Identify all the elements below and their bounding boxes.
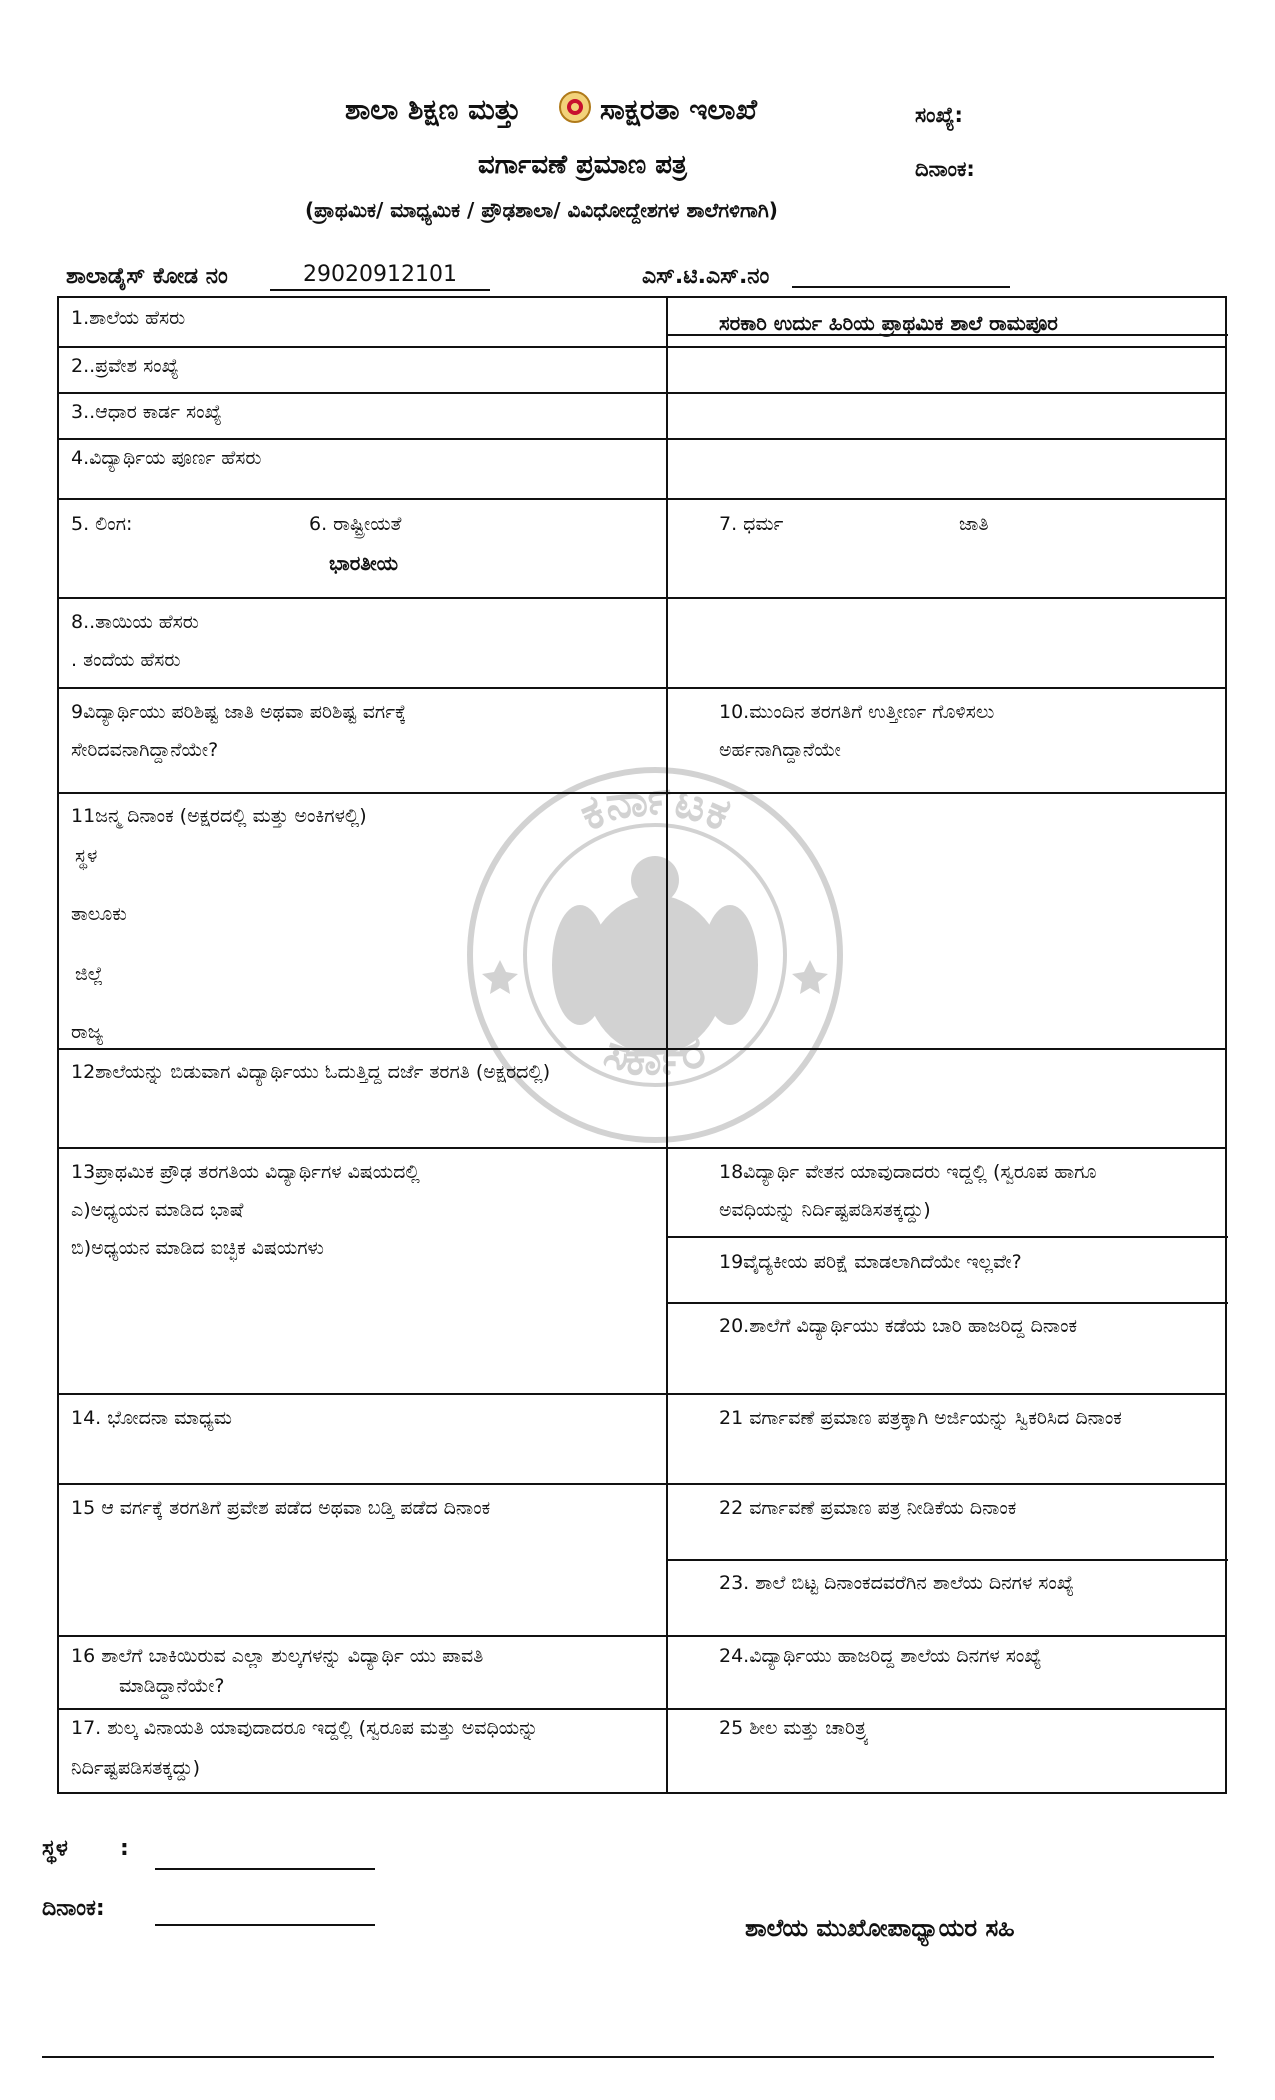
row-rule	[668, 1559, 1228, 1561]
row-rule	[59, 1393, 1225, 1395]
school-type-note: (ಪ್ರಾಥಮಿಕ/ ಮಾಧ್ಯಮಿಕ / ಪ್ರೌಢಶಾಲಾ/ ವಿವಿಧೋದ್ದೇಶಗಳ ಶಾಲೆಗಳಿಗಾಗಿ)	[305, 198, 778, 222]
field-20-last-attended-label: 20.ಶಾಲೆಗೆ ವಿದ್ಯಾರ್ಥಿಯು ಕಡೆಯ ಬಾರಿ ಹಾಜರಿದ್ದ ದಿನಾಂಕ	[719, 1315, 1078, 1337]
certificate-date-label: ದಿನಾಂಕ:	[915, 157, 975, 181]
row-rule	[59, 1147, 1225, 1149]
field-11-taluk-label: ತಾಲೂಕು	[71, 903, 127, 925]
transfer-certificate-form	[57, 296, 1227, 1794]
field-18-scholarship-label-line2: ಅವಧಿಯನ್ನು ನಿರ್ದಿಷ್ಟಪಡಿಸತಕ್ಕದ್ದು)	[719, 1199, 931, 1221]
field-8-mother-name-label: 8..ತಾಯಿಯ ಹೆಸರು	[71, 611, 199, 633]
footer-date-label: ದಿನಾಂಕ:	[42, 1896, 105, 1921]
field-21-application-date-label: 21 ವರ್ಗಾವಣೆ ಪ್ರಮಾಣ ಪತ್ರಕ್ಕಾಗಿ ಅರ್ಜಿಯನ್ನು ಸ್ವಿಕರಿಸಿದ ದಿನಾಂಕ	[719, 1407, 1122, 1429]
field-10-promotion-label-line2: ಅರ್ಹನಾಗಿದ್ದಾನೆಯೇ	[719, 739, 841, 761]
certificate-number-label: ಸಂಖ್ಯೆ:	[915, 103, 963, 127]
field-25-conduct-label: 25 ಶೀಲ ಮತ್ತು ಚಾರಿತ್ರ್ಯ	[719, 1717, 870, 1739]
field-7-religion-label: 7. ಧರ್ಮ	[719, 513, 784, 535]
row-rule	[59, 498, 1225, 500]
field-14-medium-label: 14. ಭೋದನಾ ಮಾಧ್ಯಮ	[71, 1407, 232, 1429]
headmaster-signature-label: ಶಾಲೆಯ ಮುಖೋಪಾಧ್ಯಾಯರ ಸಹಿ	[745, 1914, 1015, 1942]
field-9-sc-st-label-line2: ಸೇರಿದವನಾಗಿದ್ದಾನೆಯೇ?	[71, 739, 219, 761]
bottom-rule	[42, 2056, 1214, 2058]
school-code-label: ಶಾಲಾಡೈಸ್ ಕೋಡ ನಂ	[66, 264, 228, 289]
row-rule	[59, 1635, 1225, 1637]
field-23-school-days-label: 23. ಶಾಲೆ ಬಿಟ್ಟ ದಿನಾಂಕದವರೆಗಿನ ಶಾಲೆಯ ದಿನಗಳ ಸಂಖ್ಯೆ	[719, 1572, 1075, 1594]
row-rule	[59, 1048, 1225, 1050]
field-16-fees-label-line1: 16 ಶಾಲೆಗೆ ಬಾಕಿಯಿರುವ ಎಲ್ಲಾ ಶುಲ್ಕಗಳನ್ನು ವಿದ್ಯಾರ್ಥಿ ಯು ಪಾವತಿ	[71, 1645, 484, 1667]
sts-number-line	[792, 286, 1010, 288]
field-13-subjects-label: 13ಪ್ರಾಥಮಿಕ ಪ್ರೌಢ ತರಗತಿಯ ವಿದ್ಯಾರ್ಥಿಗಳ ವಿಷಯದಲ್ಲಿ	[71, 1161, 420, 1183]
field-11-state-label: ರಾಜ್ಯ	[71, 1021, 104, 1043]
field-19-medical-exam-label: 19ವೈದ್ಯಕೀಯ ಪರಿಕ್ಷೆ ಮಾಡಲಾಗಿದೆಯೇ ಇಲ್ಲವೇ?	[719, 1251, 1022, 1273]
field-10-promotion-label-line1: 10.ಮುಂದಿನ ತರಗತಿಗೆ ಉತ್ತೀರ್ಣ ಗೊಳಿಸಲು	[719, 701, 995, 723]
column-divider	[666, 298, 668, 1792]
footer-place-colon: :	[120, 1836, 129, 1861]
field-9-sc-st-label-line1: 9ವಿದ್ಯಾರ್ಥಿಯು ಪರಿಶಿಷ್ಟ ಜಾತಿ ಅಥವಾ ಪರಿಶಿಷ್ಟ ವರ್ಗಕ್ಕೆ	[71, 701, 407, 723]
field-13-language-label: ಎ)ಅಧ್ಯಯನ ಮಾಡಿದ ಭಾಷೆ	[71, 1199, 244, 1221]
department-title-right: ಸಾಕ್ಷರತಾ ಇಲಾಖೆ	[600, 93, 757, 126]
svg-text:ಸರ್ಕಾರ: ಸರ್ಕಾರ	[598, 1022, 712, 1086]
footer-place-line	[155, 1868, 375, 1870]
row-rule	[59, 597, 1225, 599]
field-2-admission-number-label: 2..ಪ್ರವೇಶ ಸಂಖ್ಯೆ	[71, 355, 179, 377]
field-24-attended-days-label: 24.ವಿದ್ಯಾರ್ಥಿಯು ಹಾಜರಿದ್ದ ಶಾಲೆಯ ದಿನಗಳ ಸಂಖ್ಯೆ	[719, 1645, 1042, 1667]
certificate-title: ವರ್ಗಾವಣೆ ಪ್ರಮಾಣ ಪತ್ರ	[478, 150, 687, 180]
field-15-admission-date-label: 15 ಆ ವರ್ಗಕ್ಕೆ ತರಗತಿಗೆ ಪ್ರವೇಶ ಪಡೆದ ಅಥವಾ ಬಡ್ತಿ ಪಡೆದ ದಿನಾಂಕ	[71, 1497, 491, 1519]
field-17-fee-concession-label-line1: 17. ಶುಲ್ಕ ವಿನಾಯತಿ ಯಾವುದಾದರೂ ಇದ್ದಲ್ಲಿ (ಸ್ವರೂಪ ಮತ್ತು ಅವಧಿಯನ್ನು	[71, 1717, 539, 1739]
row-rule	[59, 792, 1225, 794]
footer-date-line	[155, 1924, 375, 1926]
field-22-issue-date-label: 22 ವರ್ಗಾವಣೆ ಪ್ರಮಾಣ ಪತ್ರ ನೀಡಿಕೆಯ ದಿನಾಂಕ	[719, 1497, 1017, 1519]
field-4-student-name-label: 4.ವಿದ್ಯಾರ್ಥಿಯ ಪೂರ್ಣ ಹೆಸರು	[71, 447, 262, 469]
field-1-school-name-label: 1.ಶಾಲೆಯ ಹೆಸರು	[71, 307, 186, 329]
field-1-school-name-value: ಸರಕಾರಿ ಉರ್ದು ಹಿರಿಯ ಪ್ರಾಥಮಿಕ ಶಾಲೆ ರಾಮಪೂರ	[719, 311, 1058, 335]
field-16-fees-label-line2: ಮಾಡಿದ್ದಾನೆಯೇ?	[119, 1675, 225, 1697]
field-18-scholarship-label-line1: 18ವಿದ್ಯಾರ್ಥಿ ವೇತನ ಯಾವುದಾದರು ಇದ್ದಲ್ಲಿ (ಸ್ವರೂಪ ಹಾಗೂ	[719, 1161, 1097, 1183]
row-rule	[59, 687, 1225, 689]
field-13-electives-label: ಬಿ)ಅಧ್ಯಯನ ಮಾಡಿದ ಐಚ್ಛಿಕ ವಿಷಯಗಳು	[71, 1237, 324, 1259]
row-rule	[59, 346, 1225, 348]
field-12-class-label: 12ಶಾಲೆಯನ್ನು ಬಿಡುವಾಗ ವಿದ್ಯಾರ್ಥಿಯು ಓದುತ್ತಿದ್ದ ದರ್ಜೆ ತರಗತಿ (ಅಕ್ಷರದಲ್ಲಿ)	[71, 1061, 551, 1083]
footer-place-label: ಸ್ಥಳ	[42, 1836, 68, 1861]
field-6-nationality-label: 6. ರಾಷ್ಟ್ರೀಯತೆ	[309, 513, 402, 535]
department-title-left: ಶಾಲಾ ಶಿಕ್ಷಣ ಮತ್ತು	[345, 93, 521, 126]
row-rule	[59, 1483, 1225, 1485]
field-7-caste-label: ಜಾತಿ	[959, 513, 989, 535]
field-11-dob-label: 11ಜನ್ಮ ದಿನಾಂಕ (ಅಕ್ಷರದಲ್ಲಿ ಮತ್ತು ಅಂಕಿಗಳಲ್ಲಿ)	[71, 805, 367, 827]
sts-number-label: ಎಸ್.ಟಿ.ಎಸ್.ನಂ	[642, 264, 770, 289]
field-5-gender-label: 5. ಲಿಂಗ:	[71, 513, 133, 535]
school-code-value: 29020912101	[270, 262, 490, 291]
field-3-aadhaar-number-label: 3..ಆಧಾರ ಕಾರ್ಡ ಸಂಖ್ಯೆ	[71, 401, 222, 423]
field-11-place-label: ಸ್ಥಳ	[75, 845, 98, 867]
field-17-fee-concession-label-line2: ನಿರ್ದಿಷ್ಟಪಡಿಸತಕ್ಕದ್ದು)	[71, 1757, 201, 1779]
emblem-icon	[558, 90, 592, 128]
field-11-district-label: ಜಿಲ್ಲೆ	[75, 963, 104, 985]
row-rule	[668, 1236, 1228, 1238]
field-6-nationality-value: ಭಾರತೀಯ	[329, 551, 399, 575]
row-rule	[668, 1302, 1228, 1304]
svg-text:ಕರ್ನಾಟಕ: ಕರ್ನಾಟಕ	[571, 769, 739, 842]
row-rule	[59, 392, 1225, 394]
field-8-father-name-label: . ತಂದೆಯ ಹೆಸರು	[71, 649, 181, 671]
